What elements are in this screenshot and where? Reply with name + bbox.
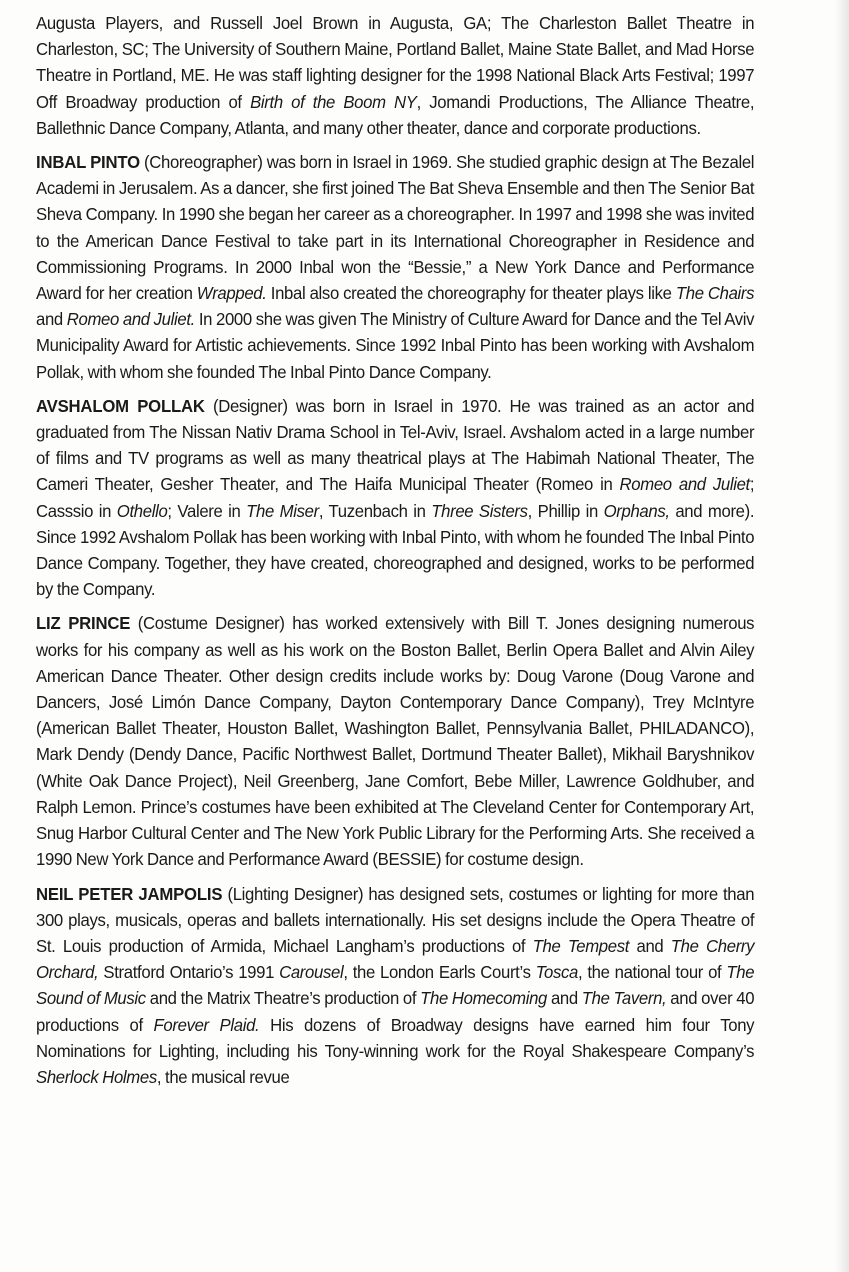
work-title: Orphans, xyxy=(603,500,670,521)
bio-text-column xyxy=(36,10,754,1098)
bio-text-run: His dozens of Broadway designs have earned him four Tony Nominations for Lighting, including his Tony-winning work for the Royal Shakespeare Company’s xyxy=(36,1014,755,1061)
work-title: Carousel xyxy=(279,962,344,983)
page-edge-shadow xyxy=(835,0,849,1272)
work-title: Birth of the Boom NY xyxy=(250,91,417,112)
bio-paragraph-jones-continued xyxy=(36,10,754,141)
work-title: The Miser xyxy=(246,500,319,521)
work-title: Othello xyxy=(116,500,168,521)
bio-text-run: , the London Earls Court’s xyxy=(343,962,536,983)
bio-text-run: and over 40 productions of xyxy=(36,988,755,1035)
work-title: The Cherry Orchard, xyxy=(36,935,755,983)
person-name: AVSHALOM POLLAK xyxy=(36,395,205,416)
bio-text-run: (Costume Designer) has worked extensively with Bill T. Jones designing numerous works for his company as well as his work on the Boston Ballet, Berlin Opera Ballet and Alvin Ailey American Dance Theater. Other design credits include works by: Doug Varone (Doug Varone and Dancers, José Limón Dance Company, Dayton Contemporary Dance Company), Trey McIntyre (American Ballet Theater, Houston Ballet, Washington Ballet, Pennsylvania Ballet, PHILADANCO), Mark Dendy (Dendy Dance, Pacific Northwest Ballet, Dortmund Theater Ballet), Mikhail Baryshnikov (White Oak Dance Project), Neil Greenberg, Jane Comfort, Bebe Miller, Lawrence Goldhuber, and Ralph Lemon. Prince’s costumes have been exhibited at The Cleveland Center for Contemporary Art, Snug Harbor Cultural Center and The New York Public Library for the Performing Arts. She received a 1990 New York Dance and Performance Award (BESSIE) for costume design. xyxy=(36,613,755,870)
bio-text-run: ; Casssio in xyxy=(36,474,755,521)
bio-text-run: and xyxy=(36,309,67,330)
work-title: Three Sisters xyxy=(431,500,528,521)
bio-text-run: , the musical revue xyxy=(156,1066,290,1087)
work-title: The Chairs xyxy=(675,283,755,304)
work-title: The Tavern, xyxy=(581,988,667,1009)
bio-text-run: , Phillip in xyxy=(527,500,604,521)
work-title: Wrapped. xyxy=(196,283,267,304)
work-title: The Sound of Music xyxy=(36,962,755,1009)
bio-text-run: In 2000 she was given The Ministry of Culture Award for Dance and the Tel Aviv Municipality Award for Artistic achievements. Since 1992 Inbal Pinto has been working with Avshalom Pollak, with whom she founded The Inbal Pinto Dance Company. xyxy=(36,309,755,382)
bio-text-run: and xyxy=(629,935,671,956)
bio-paragraph-liz-prince xyxy=(36,610,754,872)
work-title: The Homecoming xyxy=(420,988,548,1009)
bio-paragraph-inbal-pinto xyxy=(36,149,754,385)
bio-text-run: (Lighting Designer) has designed sets, costumes or lighting for more than 300 plays, musicals, operas and ballets internationally. His set designs include the Opera Theatre of St. Louis production of Armida, Michael Langham’s productions of xyxy=(36,883,755,956)
bio-text-run: Stratford Ontario’s 1991 xyxy=(98,962,280,983)
bio-paragraph-neil-peter-jampolis xyxy=(36,881,754,1091)
person-name: INBAL PINTO xyxy=(36,152,140,173)
bio-text-run: , Tuzenbach in xyxy=(318,500,432,521)
bio-text-run: Augusta Players, and Russell Joel Brown in Augusta, GA; The Charleston Ballet Theatre in Charleston, SC; The University of Southern Maine, Portland Ballet, Maine State Ballet, and Mad Horse Theatre in Portland, ME. He was staff lighting designer for the 1998 National Black Arts Festival; 1997 Off Broadway production of xyxy=(36,13,755,112)
bio-paragraph-avshalom-pollak xyxy=(36,393,754,603)
bio-text-run: (Designer) was born in Israel in 1970. He was trained as an actor and graduated from The Nissan Nativ Drama School in Tel-Aviv, Israel. Avshalom acted in a large number of films and TV programs as well as many theatrical plays at The Habimah National Theater, The Cameri Theater, Gesher Theater, and The Haifa Municipal Theater (Romeo in xyxy=(36,395,755,495)
person-name: LIZ PRINCE xyxy=(36,613,131,634)
bio-text-run: Inbal also created the choreography for theater plays like xyxy=(266,283,676,304)
bio-text-run: , the national tour of xyxy=(577,962,727,983)
work-title: Romeo and Juliet xyxy=(619,474,750,495)
work-title: Forever Plaid. xyxy=(153,1014,260,1035)
work-title: The Tempest xyxy=(532,935,630,956)
work-title: Tosca xyxy=(535,962,578,983)
bio-text-run: and the Matrix Theatre’s production of xyxy=(145,988,421,1009)
bio-text-run: ; Valere in xyxy=(167,500,247,521)
bio-text-run: (Choreographer) was born in Israel in 1969. She studied graphic design at The Bezalel Academi in Jerusalem. As a dancer, she first joined The Bat Sheva Ensemble and then The Senior Bat Sheva Company. In 1990 she began her career as a choreographer. In 1997 and 1998 she was invited to the American Dance Festival to take part in its International Choreographer in Residence and Commissioning Programs. In 2000 Inbal won the “Bessie,” a New York Dance and Performance Award for her creation xyxy=(36,152,755,304)
work-title: Romeo and Juliet. xyxy=(66,309,195,330)
person-name: NEIL PETER JAMPOLIS xyxy=(36,883,223,904)
bio-text-run: and more). Since 1992 Avshalom Pollak has been working with Inbal Pinto, with whom he founded The Inbal Pinto Dance Company. Together, they have created, choreographed and designed, works to be performed by the Company. xyxy=(36,500,755,600)
bio-text-run: and xyxy=(547,988,582,1009)
work-title: Sherlock Holmes xyxy=(36,1066,157,1087)
bio-text-run: , Jomandi Productions, The Alliance Theatre, Ballethnic Dance Company, Atlanta, and many other theater, dance and corporate productions. xyxy=(36,91,755,138)
